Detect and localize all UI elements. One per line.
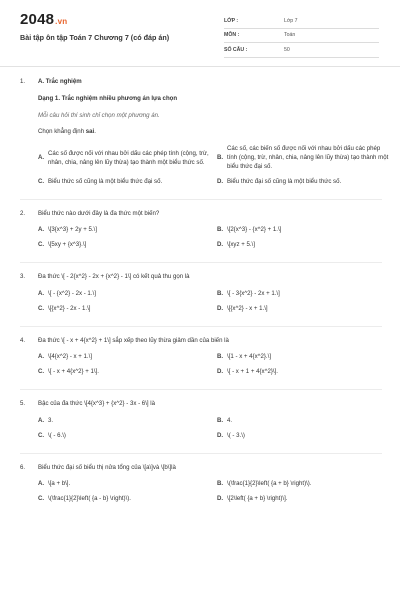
answer-option-a[interactable]: [38, 417, 213, 426]
document-meta: [224, 14, 379, 58]
option-text: \(\frac{1}{2}\left( {a + b} \right)\).: [227, 480, 312, 488]
question-2: [20, 210, 382, 250]
option-letter: A.: [38, 226, 45, 234]
option-text: Biểu thức số cũng là một biểu thức đại số.: [48, 177, 163, 185]
question-header: [20, 273, 382, 282]
question-number: 5.: [20, 400, 26, 408]
answer-options: [38, 417, 382, 441]
document-header: [0, 0, 400, 62]
option-text: \[ - {x^2} - 2x - 1.\]: [48, 289, 96, 297]
question-6: [20, 464, 382, 504]
option-text: Các số, các biến số được nối với nhau bởi dấu các phép tính (cộng, trừ, nhân, chia, nâng lên lũy thừa) tạo thành một biểu thức đại số.: [227, 145, 389, 170]
header-divider: [0, 66, 400, 67]
answer-option-d[interactable]: [217, 432, 392, 441]
question-header: [20, 400, 382, 409]
meta-value: Lớp 7: [284, 17, 298, 24]
question-prompt: [38, 128, 382, 137]
question-divider: [20, 326, 382, 327]
meta-row-subject: [224, 29, 379, 44]
question-number: 6.: [20, 463, 26, 471]
option-letter: C.: [38, 177, 45, 185]
prompt-emphasis: sai: [85, 128, 95, 136]
option-text: \[ - 3{x^2} - 2x + 1.\]: [227, 289, 280, 297]
option-letter: C.: [38, 304, 45, 312]
answer-option-b[interactable]: [217, 480, 392, 489]
option-letter: D.: [217, 368, 224, 376]
answer-option-c[interactable]: [38, 495, 213, 504]
answer-option-b[interactable]: [217, 417, 392, 426]
question-header: [20, 464, 382, 473]
option-text: \[5xy + {x^3}.\]: [48, 241, 87, 249]
answer-option-c[interactable]: [38, 178, 213, 187]
logo-tld: .vn: [55, 17, 68, 26]
option-letter: B.: [217, 353, 224, 361]
option-letter: D.: [217, 495, 224, 503]
answer-option-a[interactable]: [38, 226, 213, 235]
option-letter: D.: [217, 241, 224, 249]
site-logo[interactable]: [20, 11, 67, 28]
option-text: \[3{x^3} + 2y + 5.\]: [48, 226, 97, 234]
section-title: A. Trắc nghiệm: [38, 78, 82, 85]
question-number: 2.: [20, 209, 26, 217]
option-text: \[{x^2} - x + 1.\]: [227, 304, 268, 312]
question-text: Đa thức \[ - 2{x^2} - 2x + {x^2} - 1\] có kết quả thu gọn là: [38, 273, 190, 281]
question-3: [20, 273, 382, 313]
meta-value: 50: [284, 46, 290, 53]
meta-key: LỚP :: [224, 17, 239, 24]
answer-option-d[interactable]: [217, 368, 392, 377]
option-text: \[{x^2} - 2x - 1.\]: [48, 304, 91, 312]
option-text: Các số được nối với nhau bởi dấu các phép tính (cộng, trừ, nhân, chia, nâng lên lũy thừa) tạo thành một biểu thức số.: [48, 149, 209, 166]
answer-option-a[interactable]: [38, 290, 213, 299]
option-text: \[4{x^2} - x + 1.\]: [48, 353, 93, 361]
option-letter: D.: [217, 431, 224, 439]
document-title: Bài tập ôn tập Toán 7 Chương 7 (có đáp án): [20, 33, 170, 42]
question-number: 4.: [20, 336, 26, 344]
question-divider: [20, 262, 382, 263]
question-header: [20, 337, 382, 346]
section-instruction: Mỗi câu hỏi thí sinh chỉ chọn một phương án.: [38, 111, 160, 119]
answer-options: [38, 353, 382, 377]
question-text: Biểu thức đại số biểu thị nửa tổng của \[a\]và \[b\]là: [38, 463, 176, 471]
question-number: 1.: [20, 78, 26, 85]
question-header: [20, 78, 382, 87]
option-text: \( - 6.\): [48, 431, 66, 439]
option-letter: C.: [38, 241, 45, 249]
answer-options: [38, 145, 389, 186]
option-text: \[ - x + 4{x^2} + 1\].: [48, 368, 99, 376]
option-text: \[2{x^3} - {x^2} + 1.\]: [227, 226, 282, 234]
option-text: 4.: [227, 416, 233, 424]
answer-option-b[interactable]: [217, 290, 392, 299]
option-text: \[a + b\].: [48, 480, 71, 488]
answer-option-a[interactable]: [38, 353, 213, 362]
logo-number: 2048: [20, 11, 55, 28]
option-letter: A.: [38, 289, 45, 297]
option-letter: C.: [38, 368, 45, 376]
answer-option-c[interactable]: [38, 368, 213, 377]
option-letter: A.: [38, 416, 45, 424]
option-letter: B.: [217, 154, 224, 162]
meta-row-count: [224, 43, 379, 58]
option-letter: B.: [217, 480, 224, 488]
option-text: \( - 3.\): [227, 431, 245, 439]
answer-option-b[interactable]: [217, 226, 392, 235]
meta-key: SỐ CÂU :: [224, 46, 248, 53]
question-header: [20, 210, 382, 219]
option-text: \[xyz + 5.\]: [227, 241, 255, 249]
option-text: Biểu thức đại số cũng là một biểu thức số.: [227, 177, 342, 185]
option-letter: A.: [38, 480, 45, 488]
question-list: [20, 78, 389, 516]
prompt-prefix: Chọn khẳng định: [38, 128, 86, 136]
answer-option-c[interactable]: [38, 241, 213, 250]
question-divider: [20, 199, 382, 200]
option-letter: D.: [217, 177, 224, 185]
prompt-suffix: .: [94, 128, 96, 136]
option-text: \[1 - x + 4{x^2}.\]: [227, 353, 272, 361]
answer-options: [38, 290, 382, 314]
option-letter: B.: [217, 289, 224, 297]
answer-options: [38, 226, 382, 250]
option-letter: C.: [38, 431, 45, 439]
answer-option-b[interactable]: [217, 145, 392, 171]
answer-option-d[interactable]: [217, 495, 392, 504]
question-1: [20, 78, 389, 187]
answer-option-b[interactable]: [217, 353, 392, 362]
question-5: [20, 400, 382, 440]
answer-options: [38, 480, 382, 504]
option-letter: B.: [217, 416, 224, 424]
option-letter: B.: [217, 226, 224, 234]
question-text: Bậc của đa thức \[4{x^3} + {x^2} - 3x - 6\] là: [38, 400, 156, 408]
question-4: [20, 337, 382, 377]
option-letter: A.: [38, 353, 45, 361]
answer-option-c[interactable]: [38, 432, 213, 441]
question-text: Đa thức \[ - x + 4{x^2} + 1\] sắp xếp theo lũy thừa giảm dần của biến là: [38, 336, 229, 344]
answer-option-a[interactable]: [38, 145, 213, 171]
answer-option-d[interactable]: [217, 178, 392, 187]
meta-key: MÔN :: [224, 32, 240, 39]
option-letter: C.: [38, 495, 45, 503]
option-text: \[2\left( {a + b} \right)\].: [227, 495, 288, 503]
option-text: \[ - x + 1 + 4{x^2}\].: [227, 368, 278, 376]
answer-option-a[interactable]: [38, 480, 213, 489]
option-text: \(\frac{1}{2}\left( {a - b} \right)\).: [48, 495, 131, 503]
question-text: Biểu thức nào dưới đây là đa thức một biến?: [38, 209, 160, 217]
option-letter: A.: [38, 154, 45, 162]
answer-option-d[interactable]: [217, 241, 392, 250]
question-number: 3.: [20, 273, 26, 281]
meta-row-grade: [224, 14, 379, 29]
answer-option-c[interactable]: [38, 305, 213, 314]
question-divider: [20, 389, 382, 390]
question-divider: [20, 453, 382, 454]
section-subtitle: Dạng 1. Trắc nghiệm nhiều phương án lựa chọn: [38, 94, 178, 102]
answer-option-d[interactable]: [217, 305, 392, 314]
meta-value: Toán: [284, 32, 296, 39]
option-letter: D.: [217, 304, 224, 312]
option-text: 3.: [48, 416, 54, 424]
